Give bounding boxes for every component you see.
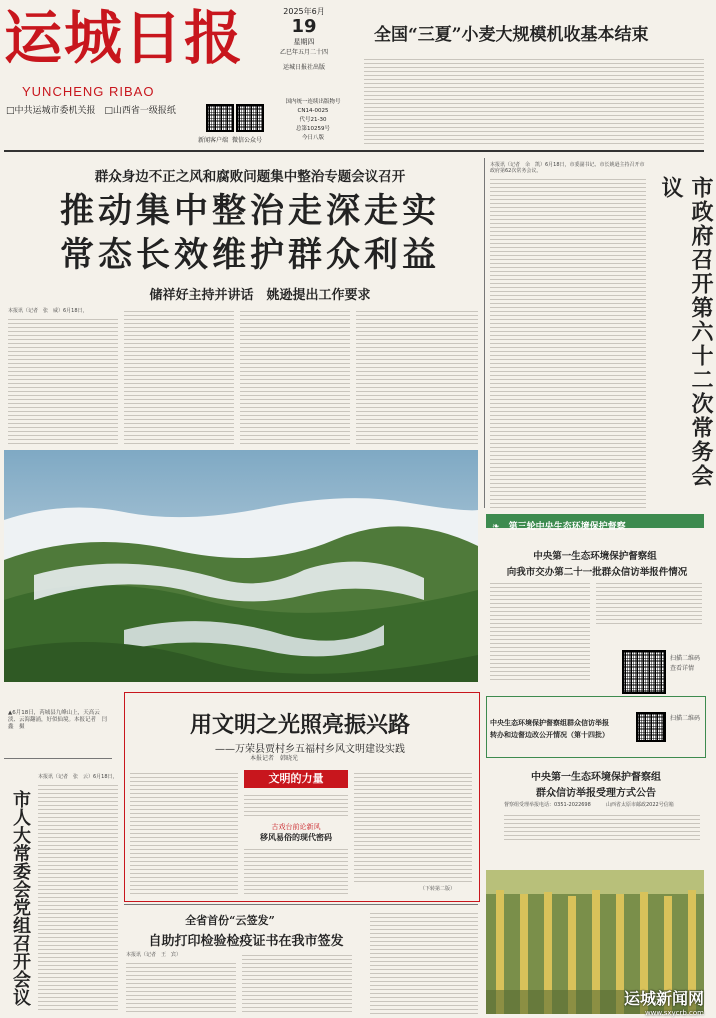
qr-code-wechat[interactable] bbox=[236, 104, 264, 132]
square-icon: □ bbox=[104, 106, 113, 116]
qr-app-label: 新闻客户端 bbox=[198, 137, 229, 144]
bottom-title[interactable]: 自助打印检验检疫证书在我市签发 bbox=[148, 934, 344, 949]
bottom-text-col2 bbox=[242, 952, 352, 1014]
lead-subtitle: 储祥好主持并讲话 姚逊提出工作要求 bbox=[149, 288, 371, 303]
feature-text-col3 bbox=[354, 770, 472, 884]
rule bbox=[124, 904, 478, 905]
qr-wechat-label: 微信公众号 bbox=[232, 137, 263, 144]
right-byline: 本报讯（记者 余 凯）6月18日，市委副书记、市长姚逊主持召开市政府第62次常务会议。 bbox=[490, 162, 645, 174]
lead-title-line1[interactable]: 推动集中整治走深走实 bbox=[60, 191, 440, 231]
eco-qr-label2: 查看详情 bbox=[670, 665, 695, 672]
cn-info-line: 代号21-30 bbox=[299, 117, 327, 123]
eco-text-col1 bbox=[490, 580, 590, 680]
feature-text-col1 bbox=[130, 770, 238, 894]
eco-qr-label1: 扫描二维码 bbox=[670, 655, 701, 662]
watermark-url: www.sxycrb.com bbox=[644, 1009, 704, 1017]
lead-kicker: 群众身边不正之风和腐败问题集中整治专题会议召开 bbox=[94, 169, 406, 185]
lead-byline: 本报讯（记者 张 威）6月18日， bbox=[8, 308, 88, 314]
landscape-photo bbox=[4, 450, 478, 682]
cn-info bbox=[284, 98, 342, 143]
rule bbox=[4, 758, 112, 759]
feature-subtitle: ——万荣县贾村乡五福村乡风文明建设实践 bbox=[215, 744, 405, 755]
leaf-icon: ❧ bbox=[492, 522, 500, 532]
cn-info-line: 今日八版 bbox=[301, 135, 324, 141]
feature-subheading: 古戏台前论新风 bbox=[271, 823, 321, 831]
date-lunar: 乙巳年五月二十四 bbox=[279, 49, 328, 56]
cn-info-line: CN14-0025 bbox=[297, 108, 329, 114]
feature-text-col2b bbox=[244, 846, 348, 894]
square-icon: □ bbox=[6, 106, 15, 116]
bottom-text-col3 bbox=[370, 910, 478, 1014]
feature-subheading2: 移风易俗的现代密码 bbox=[260, 832, 332, 842]
qr-code-app[interactable] bbox=[206, 104, 234, 132]
left-vertical-title[interactable]: 市人大常委会党组召开会议 bbox=[10, 790, 31, 1006]
eco-banner-text: 第三轮中央生态环境保护督察 bbox=[508, 522, 626, 532]
left-byline: 本报讯（记者 张 云）6月18日， bbox=[38, 774, 118, 780]
bottom-text-col1 bbox=[126, 960, 236, 1014]
lead-title-line2[interactable]: 常态长效维护群众利益 bbox=[60, 235, 440, 275]
date-year-month: 2025年6月 bbox=[283, 7, 325, 16]
right-text bbox=[490, 176, 646, 510]
eco-notice-qr-label: 扫描二维码 bbox=[670, 715, 701, 722]
feature-byline: 本报记者 韩晓光 bbox=[250, 755, 299, 762]
vertical-rule bbox=[484, 158, 485, 508]
eco-notice-line1[interactable]: 中央生态环境保护督察组群众信访举报 bbox=[490, 718, 609, 727]
qr-code-eco[interactable] bbox=[622, 650, 666, 694]
photo-caption: ▲6月18日，芮城县九峰山上，天高云淡、云海翻涌，好似仙境。本报记者 闫鑫 摄 bbox=[8, 710, 108, 730]
left-text bbox=[38, 782, 118, 1012]
lead-text-col4 bbox=[356, 308, 478, 444]
lead-text-col1 bbox=[8, 316, 118, 444]
masthead-pinyin: YUNCHENG RIBAO bbox=[22, 84, 155, 99]
watermark bbox=[560, 986, 704, 1017]
eco-notice-line2[interactable]: 转办和边督边改公开情况（第十四批） bbox=[490, 730, 609, 739]
date-weekday: 星期四 bbox=[293, 38, 315, 46]
bottom-kicker: 全省首份“云签发” bbox=[185, 914, 275, 927]
publisher: 运城日报社出版 bbox=[282, 64, 325, 71]
date-block bbox=[266, 6, 342, 71]
feature-text-col2 bbox=[244, 792, 348, 818]
eco-phone: 督察组受理举报电话：0351-2022698 bbox=[504, 802, 591, 808]
landscape-photo-svg bbox=[4, 450, 478, 682]
watermark-site: 运城新闻网 bbox=[623, 989, 704, 1008]
bottom-byline: 本报讯（记者 王 宾） bbox=[126, 952, 182, 958]
top-story-text bbox=[364, 56, 704, 146]
eco-headline-line2[interactable]: 向我市交办第二十一批群众信访举报件情况 bbox=[506, 567, 688, 578]
top-headline[interactable]: 全国“三夏”小麦大规模机收基本结束 bbox=[374, 25, 649, 45]
eco-text-col2 bbox=[596, 580, 702, 626]
masthead-sponsor-line bbox=[6, 103, 206, 116]
lead-text-col3 bbox=[240, 308, 350, 444]
rating-label: 山西省一级报纸 bbox=[112, 106, 176, 116]
feature-continued: （下转第二版） bbox=[420, 886, 456, 892]
sponsor-label: 中共运城市委机关报 bbox=[14, 106, 96, 116]
masthead-title: 运城日报 bbox=[4, 4, 245, 72]
feature-box-label: 文明的力量 bbox=[244, 770, 348, 788]
eco-mailbox: 山西省太原市邮政2022号信箱 bbox=[606, 802, 674, 808]
eco-announce-line1[interactable]: 中央第一生态环境保护督察组 bbox=[531, 772, 661, 783]
eco-headline-line1[interactable]: 中央第一生态环境保护督察组 bbox=[533, 551, 657, 562]
eco-announce-text bbox=[504, 812, 700, 842]
eco-announce-line2[interactable]: 群众信访举报受理方式公告 bbox=[536, 788, 656, 799]
cn-info-line: 国内统一连续出版物号 bbox=[285, 99, 341, 105]
right-vertical-title[interactable]: 市政府召开第六十二次常务会议 bbox=[658, 176, 714, 488]
rule bbox=[4, 150, 704, 152]
feature-title[interactable]: 用文明之光照亮振兴路 bbox=[189, 712, 410, 738]
eco-banner bbox=[486, 514, 704, 532]
lead-text-col2 bbox=[124, 308, 234, 444]
qr-code-notice[interactable] bbox=[636, 712, 666, 742]
date-day: 19 bbox=[291, 16, 317, 37]
cn-info-line: 总第10259号 bbox=[296, 126, 330, 132]
